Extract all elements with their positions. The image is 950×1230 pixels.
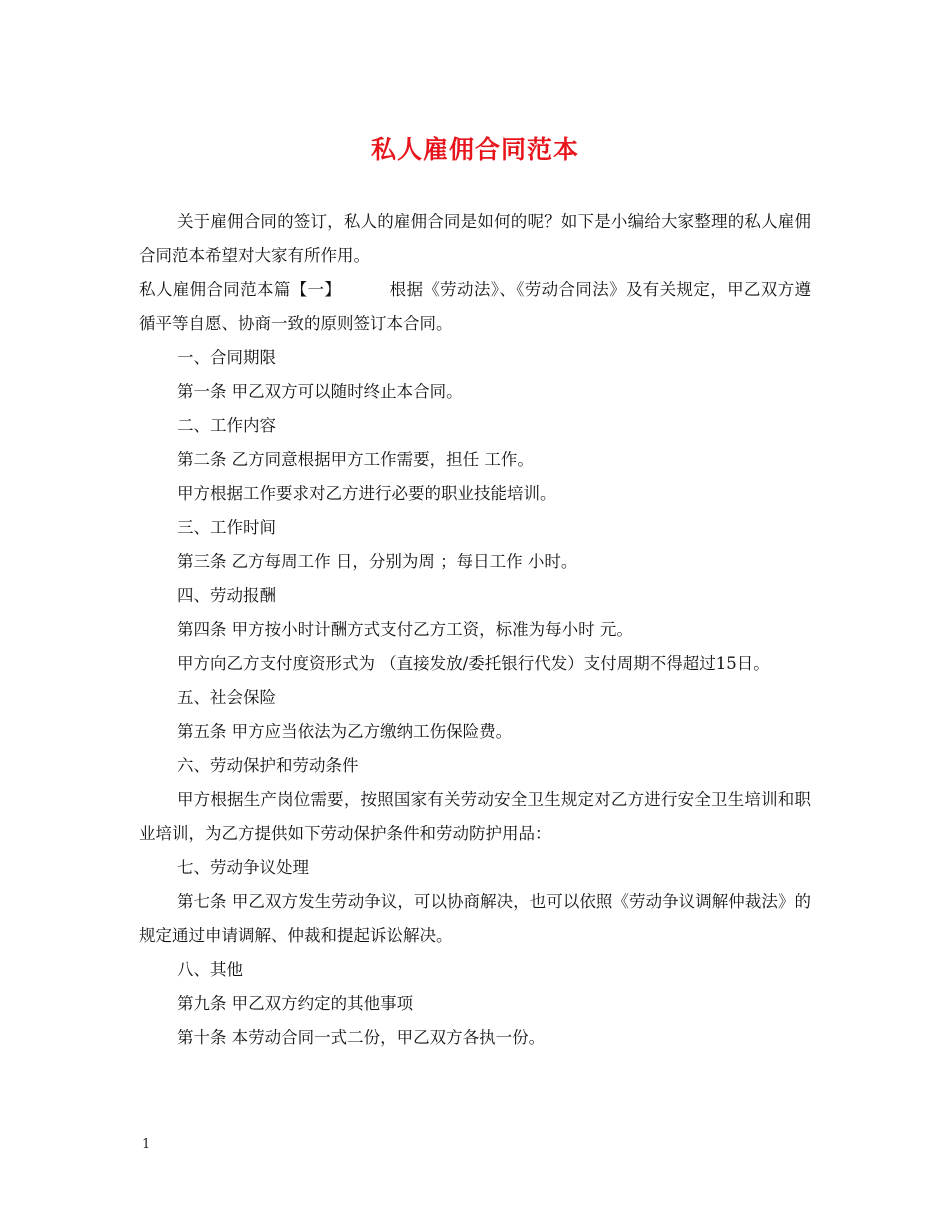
heading-work-time: 三、工作时间 (176, 518, 276, 537)
pay-method-line: 甲方向乙方支付度资形式为 （直接发放/委托银行代发）支付周期不得超过15日。 (176, 654, 770, 673)
article-10: 第十条 本劳动合同一式二份，甲乙双方各执一份。 (176, 1028, 546, 1047)
heading-protection: 六、劳动保护和劳动条件 (176, 756, 359, 775)
heading-insurance: 五、社会保险 (176, 688, 276, 707)
heading-dispute: 七、劳动争议处理 (176, 858, 309, 877)
protection-paragraph: 甲方根据生产岗位需要，按照国家有关劳动安全卫生规定对乙方进行安全卫生培训和职业培训，为乙方提供如下劳动保护条件和劳动防护用品： (139, 790, 811, 843)
document-body (139, 205, 811, 1055)
article-2: 第二条 乙方同意根据甲方工作需要，担任 工作。 (176, 450, 534, 469)
section-heading-paragraph (139, 273, 811, 341)
article-7: 第七条 甲乙双方发生劳动争议，可以协商解决，也可以依照《劳动争议调解仲裁法》的规定通过申请调解、仲裁和提起诉讼解决。 (139, 892, 811, 945)
heading-term: 一、合同期限 (176, 348, 276, 367)
heading-pay: 四、劳动报酬 (176, 586, 276, 605)
training-line: 甲方根据工作要求对乙方进行必要的职业技能培训。 (176, 484, 557, 503)
page-number: 1 (142, 1137, 151, 1152)
heading-work-content: 二、工作内容 (176, 416, 276, 435)
heading-other: 八、其他 (176, 960, 243, 979)
article-3: 第三条 乙方每周工作 日，分别为周 ；每日工作 小时。 (176, 552, 578, 571)
section-lead: 根据《劳动法》、《劳动合同法》及有关规定，甲乙双方遵循平等自愿、协商一致的原则签订本合同。 (139, 280, 812, 333)
article-9: 第九条 甲乙双方约定的其他事项 (176, 994, 414, 1013)
section-title: 私人雇佣合同范本篇【一】 (139, 280, 342, 299)
article-4: 第四条 甲方按小时计酬方式支付乙方工资，标准为每小时 元。 (176, 620, 633, 639)
document-title: 私人雇佣合同范本 (370, 135, 579, 164)
article-1: 第一条 甲乙双方可以随时终止本合同。 (176, 382, 463, 401)
article-5: 第五条 甲方应当依法为乙方缴纳工伤保险费。 (176, 722, 513, 741)
intro-paragraph: 关于雇佣合同的签订，私人的雇佣合同是如何的呢？如下是小编给大家整理的私人雇佣合同范本希望对大家有所作用。 (139, 212, 811, 265)
